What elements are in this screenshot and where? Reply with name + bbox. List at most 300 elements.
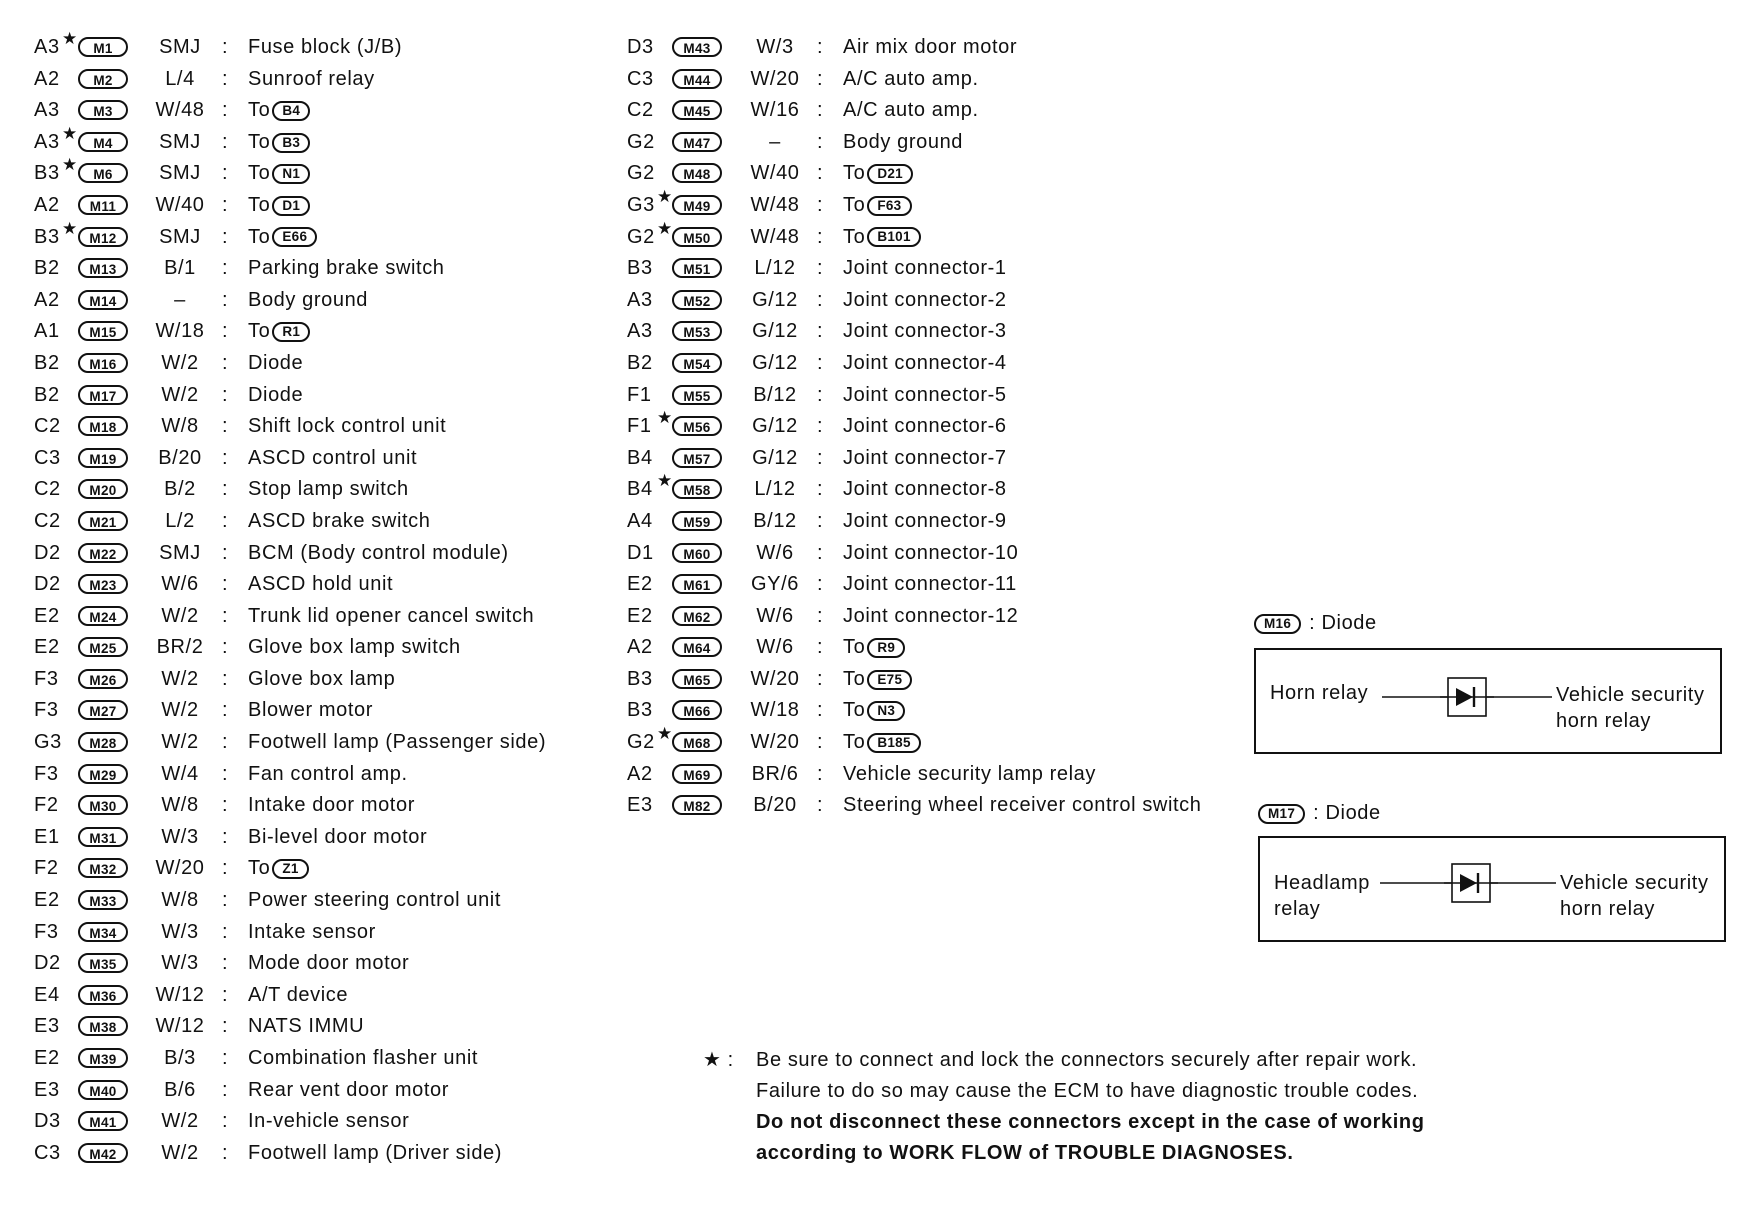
connector-badge: M2 bbox=[78, 69, 128, 89]
connector-badge: M32 bbox=[78, 858, 128, 878]
connector-description bbox=[248, 853, 309, 885]
connector-badge: M62 bbox=[672, 606, 722, 626]
connector-badge: M21 bbox=[78, 511, 128, 531]
separator-colon: : bbox=[817, 320, 824, 343]
separator-colon: : bbox=[222, 794, 229, 817]
connector-badge: M12 bbox=[78, 227, 128, 247]
separator-colon: : bbox=[222, 604, 229, 627]
connector-badge: M48 bbox=[672, 163, 722, 183]
connector-description: Sunroof relay bbox=[248, 67, 375, 90]
grid-reference: A2 bbox=[34, 193, 60, 216]
diode-right-label bbox=[1556, 682, 1705, 734]
connector-badge: M82 bbox=[672, 795, 722, 815]
connector-spec: SMJ bbox=[159, 130, 201, 153]
connector-badge: M16 bbox=[78, 353, 128, 373]
connector-badge: M34 bbox=[78, 922, 128, 942]
grid-reference: C2 bbox=[34, 415, 61, 438]
separator-colon: : bbox=[222, 983, 229, 1006]
star-icon: ★ bbox=[657, 408, 673, 428]
separator-colon: : bbox=[222, 920, 229, 943]
connector-spec: B/12 bbox=[753, 509, 797, 532]
separator-colon: : bbox=[222, 1078, 229, 1101]
grid-reference: G2 bbox=[627, 130, 655, 153]
connector-description: Joint connector-1 bbox=[843, 257, 1007, 280]
to-label: To bbox=[843, 731, 866, 754]
grid-reference: B3 bbox=[34, 225, 60, 248]
connector-description: NATS IMMU bbox=[248, 1015, 365, 1038]
grid-reference: B3 bbox=[627, 257, 653, 280]
connector-badge: M60 bbox=[672, 543, 722, 563]
grid-reference: A2 bbox=[34, 67, 60, 90]
star-icon: ★ bbox=[657, 471, 673, 491]
separator-colon: : bbox=[817, 383, 824, 406]
separator-colon: : bbox=[817, 446, 824, 469]
connector-description: A/T device bbox=[248, 983, 349, 1006]
connector-description bbox=[248, 190, 310, 222]
connector-description: Fan control amp. bbox=[248, 762, 408, 785]
note-line: Failure to do so may cause the ECM to have diagnostic trouble codes. bbox=[756, 1080, 1419, 1102]
grid-reference: B3 bbox=[34, 162, 60, 185]
star-icon: ★ bbox=[657, 724, 673, 744]
to-connector-badge: B3 bbox=[272, 133, 310, 153]
connector-badge: M52 bbox=[672, 290, 722, 310]
separator-colon: : bbox=[222, 762, 229, 785]
connector-badge: M31 bbox=[78, 827, 128, 847]
connector-description: Stop lamp switch bbox=[248, 478, 409, 501]
connector-spec: B/1 bbox=[164, 257, 196, 280]
separator-colon: : bbox=[222, 636, 229, 659]
grid-reference: B4 bbox=[627, 478, 653, 501]
separator-colon: : bbox=[222, 351, 229, 374]
connector-badge: M27 bbox=[78, 700, 128, 720]
to-label: To bbox=[248, 193, 271, 216]
connector-badge: M19 bbox=[78, 448, 128, 468]
connector-badge: M28 bbox=[78, 732, 128, 752]
grid-reference: B2 bbox=[34, 351, 60, 374]
connector-badge: M41 bbox=[78, 1111, 128, 1131]
connector-badge: M44 bbox=[672, 69, 722, 89]
connector-spec: – bbox=[174, 288, 186, 311]
connector-spec: W/2 bbox=[161, 1141, 199, 1164]
separator-colon: : bbox=[222, 225, 229, 248]
connector-badge: M1 bbox=[78, 37, 128, 57]
connector-description: Joint connector-2 bbox=[843, 288, 1007, 311]
note-star-symbol: ★ : bbox=[703, 1049, 734, 1071]
connector-spec: G/12 bbox=[752, 415, 798, 438]
connector-spec: W/3 bbox=[161, 952, 199, 975]
grid-reference: C3 bbox=[34, 1141, 61, 1164]
to-label: To bbox=[248, 225, 271, 248]
connector-description: Parking brake switch bbox=[248, 257, 445, 280]
connector-description: Glove box lamp switch bbox=[248, 636, 461, 659]
separator-colon: : bbox=[222, 699, 229, 722]
connector-spec: B/12 bbox=[753, 383, 797, 406]
connector-badge: M23 bbox=[78, 574, 128, 594]
to-connector-badge: B4 bbox=[272, 101, 310, 121]
grid-reference: B2 bbox=[34, 257, 60, 280]
grid-reference: E4 bbox=[34, 983, 60, 1006]
diode-right-label bbox=[1560, 870, 1709, 922]
star-icon: ★ bbox=[62, 29, 78, 48]
connector-spec: L/12 bbox=[754, 257, 796, 280]
connector-spec: W/6 bbox=[756, 636, 794, 659]
separator-colon: : bbox=[817, 257, 824, 280]
connector-spec: W/20 bbox=[155, 857, 205, 880]
connector-spec: BR/6 bbox=[751, 762, 799, 785]
connector-spec: W/20 bbox=[750, 731, 800, 754]
connector-spec: G/12 bbox=[752, 351, 798, 374]
connector-badge: M54 bbox=[672, 353, 722, 373]
to-label: To bbox=[248, 162, 271, 185]
separator-colon: : bbox=[222, 857, 229, 880]
connector-spec: W/8 bbox=[161, 415, 199, 438]
connector-description bbox=[843, 190, 912, 222]
grid-reference: E2 bbox=[627, 604, 653, 627]
connector-description: Diode bbox=[248, 383, 304, 406]
grid-reference: E2 bbox=[34, 604, 60, 627]
to-connector-badge: N1 bbox=[272, 164, 310, 184]
connector-badge: M42 bbox=[78, 1143, 128, 1163]
connector-spec: – bbox=[769, 130, 781, 153]
connector-description: Joint connector-10 bbox=[843, 541, 1019, 564]
connector-description: Footwell lamp (Driver side) bbox=[248, 1141, 503, 1164]
connector-spec: W/12 bbox=[155, 1015, 205, 1038]
connector-spec: SMJ bbox=[159, 225, 201, 248]
connector-description bbox=[843, 222, 921, 254]
grid-reference: A3 bbox=[34, 99, 60, 122]
connector-badge: M20 bbox=[78, 479, 128, 499]
grid-reference: E2 bbox=[34, 636, 60, 659]
separator-colon: : bbox=[222, 383, 229, 406]
diode-right-label-line: horn relay bbox=[1560, 898, 1655, 920]
connector-badge: M35 bbox=[78, 953, 128, 973]
connector-description: Mode door motor bbox=[248, 952, 410, 975]
connector-description: Fuse block (J/B) bbox=[248, 36, 403, 58]
connector-spec: W/2 bbox=[161, 731, 199, 754]
connector-badge: M24 bbox=[78, 606, 128, 626]
connector-description: Footwell lamp (Passenger side) bbox=[248, 731, 547, 754]
connector-spec: L/12 bbox=[754, 478, 796, 501]
connector-spec: W/20 bbox=[750, 667, 800, 690]
connector-spec: G/12 bbox=[752, 446, 798, 469]
connector-spec: W/2 bbox=[161, 351, 199, 374]
separator-colon: : bbox=[817, 162, 824, 185]
to-connector-badge: R9 bbox=[867, 638, 905, 658]
separator-colon: : bbox=[222, 36, 229, 58]
separator-colon: : bbox=[222, 99, 229, 122]
diode-left-label-line: relay bbox=[1274, 898, 1321, 920]
connector-badge: M30 bbox=[78, 795, 128, 815]
connector-spec: B/6 bbox=[164, 1078, 196, 1101]
separator-colon: : bbox=[817, 225, 824, 248]
connector-badge: M33 bbox=[78, 890, 128, 910]
connector-description: Bi-level door motor bbox=[248, 825, 428, 848]
connector-description: Joint connector-5 bbox=[843, 383, 1007, 406]
to-label: To bbox=[843, 193, 866, 216]
grid-reference: F2 bbox=[34, 794, 59, 817]
connector-description: ASCD brake switch bbox=[248, 509, 431, 532]
connector-spec: W/18 bbox=[155, 320, 205, 343]
separator-colon: : bbox=[817, 636, 824, 659]
connector-spec: W/3 bbox=[756, 36, 794, 58]
connector-description: Intake door motor bbox=[248, 794, 415, 817]
grid-reference: D3 bbox=[34, 1110, 61, 1133]
connector-spec: W/2 bbox=[161, 699, 199, 722]
connector-spec: B/2 bbox=[164, 478, 196, 501]
separator-colon: : bbox=[222, 731, 229, 754]
connector-spec: W/2 bbox=[161, 383, 199, 406]
connector-badge: M40 bbox=[78, 1080, 128, 1100]
connector-badge: M51 bbox=[672, 258, 722, 278]
separator-colon: : bbox=[817, 351, 824, 374]
separator-colon: : bbox=[817, 794, 824, 817]
connector-badge: M49 bbox=[672, 195, 722, 215]
connector-badge: M4 bbox=[78, 132, 128, 152]
connector-description: ASCD control unit bbox=[248, 446, 418, 469]
connector-description: Air mix door motor bbox=[843, 36, 1018, 58]
grid-reference: E3 bbox=[34, 1078, 60, 1101]
connector-spec: B/20 bbox=[753, 794, 797, 817]
connector-badge: M29 bbox=[78, 764, 128, 784]
grid-reference: F2 bbox=[34, 857, 59, 880]
grid-reference: G2 bbox=[627, 225, 655, 248]
separator-colon: : bbox=[817, 67, 824, 90]
diode-right-label-line: Vehicle security bbox=[1560, 872, 1709, 894]
grid-reference: A1 bbox=[34, 320, 60, 343]
separator-colon: : bbox=[817, 36, 824, 58]
separator-colon: : bbox=[222, 415, 229, 438]
connector-badge: M25 bbox=[78, 637, 128, 657]
grid-reference: C2 bbox=[34, 509, 61, 532]
grid-reference: A3 bbox=[34, 130, 60, 153]
separator-colon: : bbox=[817, 573, 824, 596]
separator-colon: : bbox=[222, 1110, 229, 1133]
connector-description: Body ground bbox=[248, 288, 369, 311]
connector-badge: M6 bbox=[78, 163, 128, 183]
connector-badge: M22 bbox=[78, 543, 128, 563]
separator-colon: : bbox=[222, 162, 229, 185]
separator-colon: : bbox=[222, 478, 229, 501]
to-label: To bbox=[248, 857, 271, 880]
diode-schematic bbox=[1254, 648, 1722, 754]
connector-description bbox=[843, 632, 905, 664]
connector-spec: W/3 bbox=[161, 825, 199, 848]
connector-badge: M18 bbox=[78, 416, 128, 436]
connector-spec: B/20 bbox=[158, 446, 202, 469]
connector-badge: M3 bbox=[78, 100, 128, 120]
grid-reference: A3 bbox=[627, 288, 653, 311]
diode-right-label-line: horn relay bbox=[1556, 710, 1651, 732]
grid-reference: C2 bbox=[34, 478, 61, 501]
grid-reference: G3 bbox=[627, 193, 655, 216]
to-connector-badge: D21 bbox=[867, 164, 913, 184]
grid-reference: D2 bbox=[34, 541, 61, 564]
grid-reference: B4 bbox=[627, 446, 653, 469]
grid-reference: F3 bbox=[34, 920, 59, 943]
connector-badge: M53 bbox=[672, 321, 722, 341]
grid-reference: F3 bbox=[34, 667, 59, 690]
connector-spec: W/48 bbox=[750, 193, 800, 216]
grid-reference: C3 bbox=[627, 67, 654, 90]
connector-badge: M36 bbox=[78, 985, 128, 1005]
star-icon: ★ bbox=[62, 123, 78, 143]
star-icon: ★ bbox=[62, 218, 78, 238]
connector-badge: M68 bbox=[672, 732, 722, 752]
connector-badge: M47 bbox=[672, 132, 722, 152]
separator-colon: : bbox=[817, 541, 824, 564]
connector-badge: M59 bbox=[672, 511, 722, 531]
connector-description: Joint connector-8 bbox=[843, 478, 1007, 501]
grid-reference: E1 bbox=[34, 825, 60, 848]
connector-description: Joint connector-7 bbox=[843, 446, 1007, 469]
diode-title-text: : Diode bbox=[1309, 612, 1377, 634]
connector-description: Joint connector-11 bbox=[843, 573, 1017, 596]
separator-colon: : bbox=[817, 699, 824, 722]
star-icon: ★ bbox=[62, 155, 78, 175]
connector-spec: SMJ bbox=[159, 36, 201, 58]
grid-reference: B2 bbox=[627, 351, 653, 374]
connector-spec: SMJ bbox=[159, 162, 201, 185]
connector-badge: M55 bbox=[672, 385, 722, 405]
grid-reference: A2 bbox=[627, 636, 653, 659]
separator-colon: : bbox=[222, 67, 229, 90]
grid-reference: E2 bbox=[34, 889, 60, 912]
connector-badge: M17 bbox=[1258, 804, 1305, 824]
grid-reference: E3 bbox=[34, 1015, 60, 1038]
to-label: To bbox=[843, 699, 866, 722]
connector-badge: M15 bbox=[78, 321, 128, 341]
connector-description: A/C auto amp. bbox=[843, 67, 979, 90]
connector-spec: W/6 bbox=[161, 573, 199, 596]
connector-description: In-vehicle sensor bbox=[248, 1110, 410, 1133]
connector-badge: M17 bbox=[78, 385, 128, 405]
grid-reference: A2 bbox=[627, 762, 653, 785]
separator-colon: : bbox=[222, 952, 229, 975]
to-connector-badge: E75 bbox=[867, 670, 912, 690]
to-connector-badge: B185 bbox=[867, 733, 920, 753]
grid-reference: G2 bbox=[627, 731, 655, 754]
connector-spec: W/48 bbox=[155, 99, 205, 122]
grid-reference: C3 bbox=[34, 446, 61, 469]
grid-reference: F3 bbox=[34, 762, 59, 785]
connector-badge: M26 bbox=[78, 669, 128, 689]
connector-spec: W/8 bbox=[161, 889, 199, 912]
connector-description: Joint connector-4 bbox=[843, 351, 1007, 374]
connector-description: Joint connector-3 bbox=[843, 320, 1007, 343]
connector-description: Joint connector-9 bbox=[843, 509, 1007, 532]
grid-reference: D3 bbox=[627, 36, 654, 58]
connector-badge: M61 bbox=[672, 574, 722, 594]
connector-spec: W/2 bbox=[161, 604, 199, 627]
grid-reference: D1 bbox=[627, 541, 654, 564]
to-label: To bbox=[248, 99, 271, 122]
diode-left-label-line: Horn relay bbox=[1270, 682, 1369, 704]
grid-reference: A2 bbox=[34, 288, 60, 311]
connector-description: Trunk lid opener cancel switch bbox=[248, 604, 535, 627]
separator-colon: : bbox=[817, 731, 824, 754]
separator-colon: : bbox=[222, 573, 229, 596]
connector-spec: W/12 bbox=[155, 983, 205, 1006]
to-connector-badge: Z1 bbox=[272, 859, 308, 879]
connector-description bbox=[843, 727, 921, 759]
connector-spec: W/16 bbox=[750, 99, 800, 122]
connector-description: A/C auto amp. bbox=[843, 99, 979, 122]
to-connector-badge: D1 bbox=[272, 196, 310, 216]
separator-colon: : bbox=[222, 288, 229, 311]
grid-reference: C2 bbox=[627, 99, 654, 122]
connector-description: Rear vent door motor bbox=[248, 1078, 449, 1101]
connector-badge: M69 bbox=[672, 764, 722, 784]
connector-badge: M45 bbox=[672, 100, 722, 120]
separator-colon: : bbox=[222, 446, 229, 469]
connector-badge: M38 bbox=[78, 1016, 128, 1036]
connector-spec: W/2 bbox=[161, 1110, 199, 1133]
note-line-bold: Do not disconnect these connectors except in the case of working bbox=[756, 1111, 1425, 1133]
separator-colon: : bbox=[222, 667, 229, 690]
connector-description bbox=[843, 158, 913, 190]
separator-colon: : bbox=[817, 667, 824, 690]
separator-colon: : bbox=[222, 130, 229, 153]
connector-badge: M66 bbox=[672, 700, 722, 720]
grid-reference: G3 bbox=[34, 731, 62, 754]
separator-colon: : bbox=[222, 825, 229, 848]
to-connector-badge: F63 bbox=[867, 196, 911, 216]
connector-spec: G/12 bbox=[752, 320, 798, 343]
separator-colon: : bbox=[222, 1141, 229, 1164]
note-line: Be sure to connect and lock the connectors securely after repair work. bbox=[756, 1049, 1418, 1071]
connector-badge: M39 bbox=[78, 1048, 128, 1068]
grid-reference: D2 bbox=[34, 952, 61, 975]
connector-spec: W/18 bbox=[750, 699, 800, 722]
connector-description bbox=[248, 222, 317, 254]
connector-spec: W/3 bbox=[161, 920, 199, 943]
separator-colon: : bbox=[817, 130, 824, 153]
connector-badge: M50 bbox=[672, 227, 722, 247]
separator-colon: : bbox=[222, 320, 229, 343]
to-label: To bbox=[843, 636, 866, 659]
separator-colon: : bbox=[817, 415, 824, 438]
connector-spec: L/2 bbox=[165, 509, 195, 532]
connector-badge: M56 bbox=[672, 416, 722, 436]
separator-colon: : bbox=[222, 1015, 229, 1038]
connector-description bbox=[248, 158, 310, 190]
grid-reference: B2 bbox=[34, 383, 60, 406]
diode-right-label-line: Vehicle security bbox=[1556, 684, 1705, 706]
to-label: To bbox=[248, 130, 271, 153]
connector-badge: M65 bbox=[672, 669, 722, 689]
separator-colon: : bbox=[817, 288, 824, 311]
separator-colon: : bbox=[817, 193, 824, 216]
connector-description: Body ground bbox=[843, 130, 964, 153]
connector-description: Intake sensor bbox=[248, 920, 376, 943]
connector-spec: W/48 bbox=[750, 225, 800, 248]
connector-badge: M11 bbox=[78, 195, 128, 215]
connector-description bbox=[843, 664, 912, 696]
grid-reference: B3 bbox=[627, 667, 653, 690]
connector-spec: GY/6 bbox=[751, 573, 799, 596]
connector-badge: M64 bbox=[672, 637, 722, 657]
connector-badge: M58 bbox=[672, 479, 722, 499]
connector-description: Shift lock control unit bbox=[248, 415, 447, 438]
separator-colon: : bbox=[222, 541, 229, 564]
grid-reference: E3 bbox=[627, 794, 653, 817]
separator-colon: : bbox=[817, 509, 824, 532]
grid-reference: D2 bbox=[34, 573, 61, 596]
separator-colon: : bbox=[222, 509, 229, 532]
connector-description: Blower motor bbox=[248, 699, 374, 722]
connector-description: Joint connector-6 bbox=[843, 415, 1007, 438]
diode-title-text: : Diode bbox=[1313, 802, 1381, 824]
